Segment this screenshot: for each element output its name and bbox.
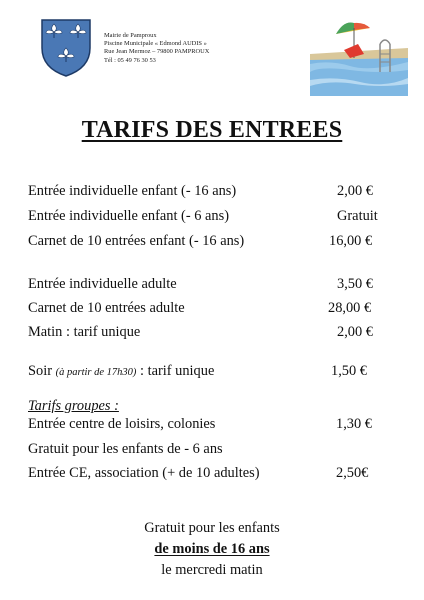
price-row bbox=[28, 233, 388, 250]
page-title: TARIFS DES ENTREES bbox=[81, 117, 343, 143]
group-rates-heading: Tarifs groupes : bbox=[28, 398, 119, 414]
coat-of-arms-logo bbox=[40, 18, 92, 78]
price-row bbox=[28, 183, 388, 200]
price-value: Gratuit bbox=[337, 208, 378, 224]
group-price-row bbox=[28, 465, 388, 482]
pool-umbrella-illustration bbox=[310, 14, 408, 96]
price-label: Entrée centre de loisirs, colonies bbox=[28, 416, 216, 432]
price-value: 1,30 € bbox=[336, 416, 372, 432]
footer-line: le mercredi matin bbox=[161, 562, 263, 578]
header-line-street: Rue Jean Mermoz – 79800 PAMPROUX bbox=[104, 48, 210, 56]
price-value: 2,50€ bbox=[336, 465, 369, 481]
group-price-row bbox=[28, 416, 388, 433]
price-label-note: (à partir de 17h30) bbox=[55, 367, 137, 378]
price-row bbox=[28, 324, 388, 341]
price-label: Entrée individuelle enfant (- 16 ans) bbox=[28, 183, 237, 199]
header-line-town-hall: Mairie de Pamproux bbox=[104, 32, 157, 39]
price-value: 1,50 € bbox=[331, 363, 367, 379]
price-row bbox=[28, 300, 388, 317]
price-label: Gratuit pour les enfants de - 6 ans bbox=[28, 441, 223, 457]
price-label: Entrée individuelle adulte bbox=[28, 276, 177, 292]
footer-line: Gratuit pour les enfants bbox=[144, 520, 280, 536]
price-value: 2,00 € bbox=[337, 324, 373, 340]
price-label-rest: : tarif unique bbox=[136, 363, 215, 379]
price-row bbox=[28, 276, 388, 293]
price-label: Carnet de 10 entrées adulte bbox=[28, 300, 185, 316]
price-label: Entrée individuelle enfant (- 6 ans) bbox=[28, 208, 229, 224]
group-price-row bbox=[28, 441, 388, 458]
header-line-phone: Tél : 05 49 76 30 53 bbox=[104, 56, 156, 64]
price-row bbox=[28, 363, 388, 380]
price-value: 2,00 € bbox=[337, 183, 373, 199]
price-value: 28,00 € bbox=[328, 300, 372, 316]
price-label: Matin : tarif unique bbox=[28, 324, 141, 340]
town-hall-address bbox=[104, 32, 209, 65]
price-label: Entrée CE, association (+ de 10 adultes) bbox=[28, 465, 260, 481]
price-label: Carnet de 10 entrées enfant (- 16 ans) bbox=[28, 233, 245, 249]
price-label-main: Soir bbox=[28, 363, 52, 379]
header-line-pool-name: Piscine Municipale « Edmond AUDIS » bbox=[104, 40, 207, 48]
footer-line-emphasis: de moins de 16 ans bbox=[154, 541, 270, 557]
price-row bbox=[28, 208, 388, 225]
price-value: 16,00 € bbox=[329, 233, 373, 249]
price-value: 3,50 € bbox=[337, 276, 373, 292]
